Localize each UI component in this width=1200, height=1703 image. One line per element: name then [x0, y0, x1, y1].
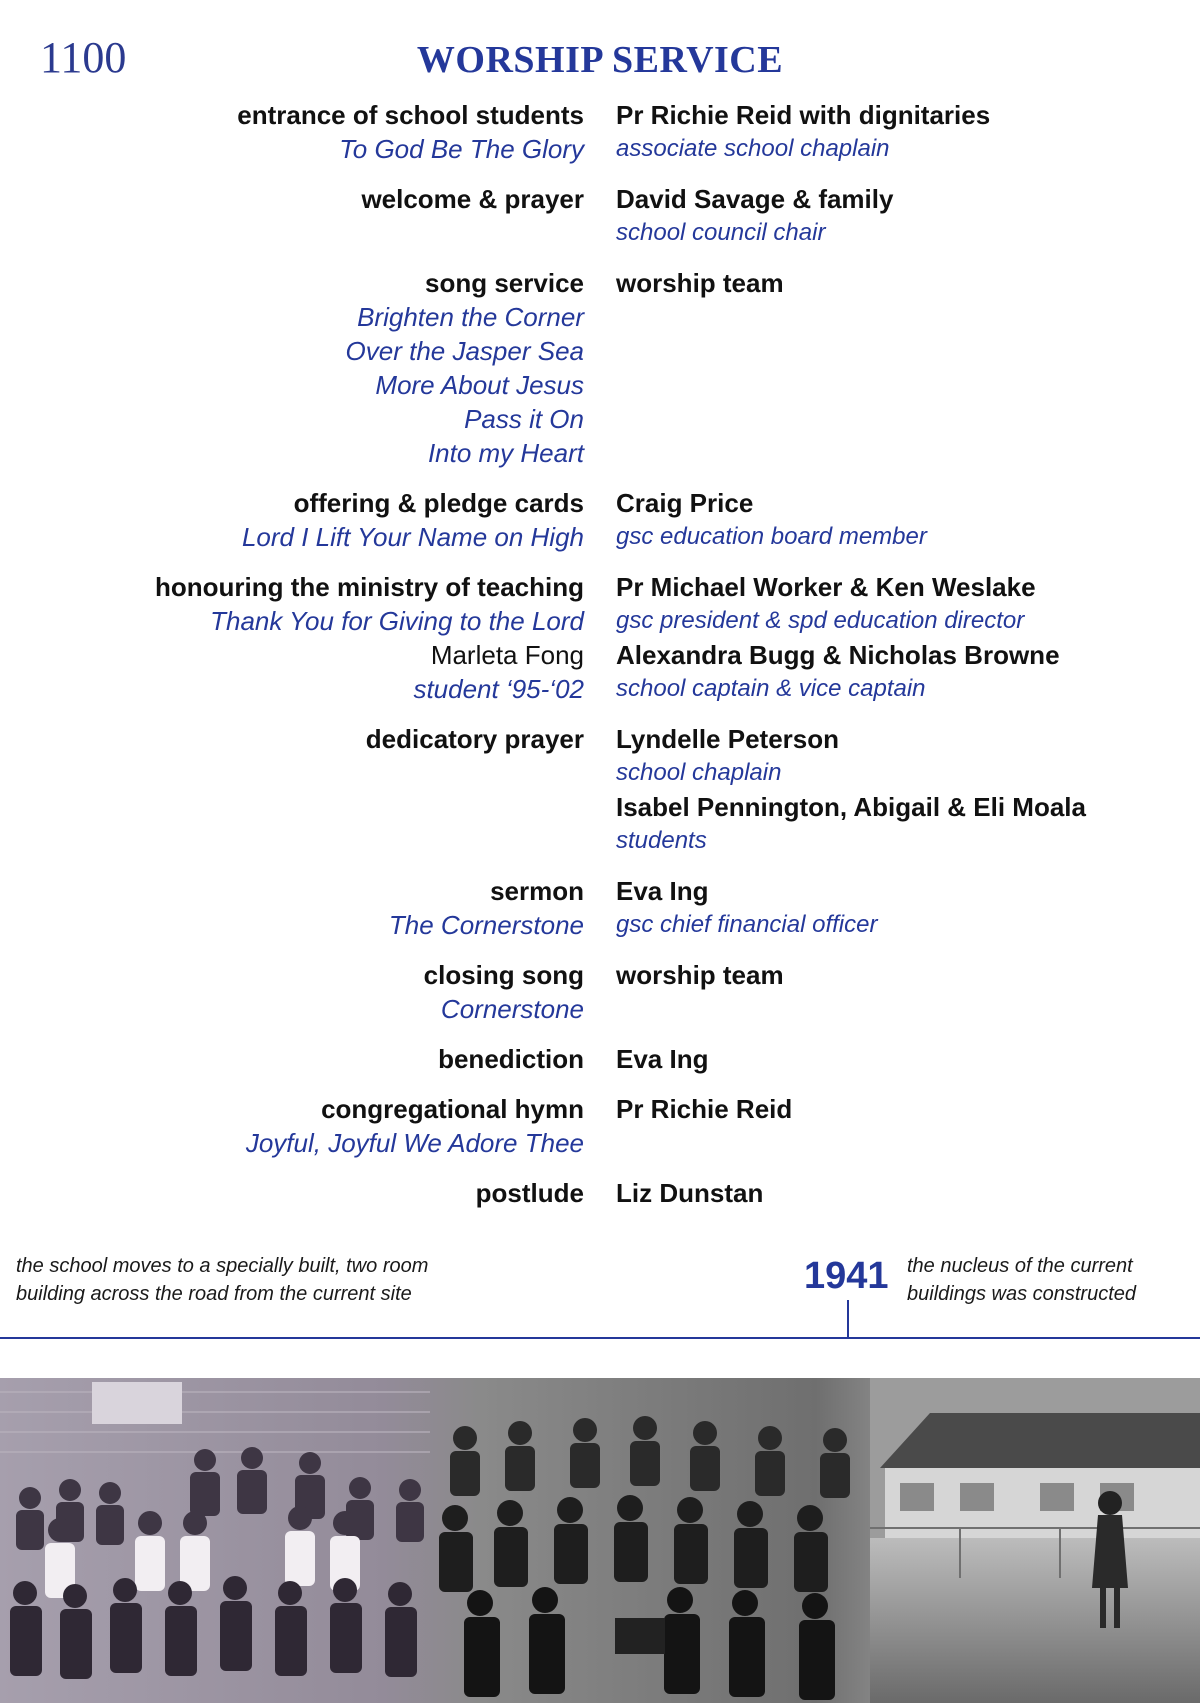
- program-participant-line: students: [616, 827, 707, 854]
- program-part-line: Brighten the Corner: [357, 302, 584, 332]
- program-item: [0, 874, 1200, 942]
- program-part-line: benediction: [438, 1044, 584, 1074]
- program-item: [0, 266, 1200, 470]
- program-item-part: [0, 722, 584, 858]
- program-participant-line: Liz Dunstan: [616, 1178, 764, 1208]
- program-part-line: The Cornerstone: [388, 910, 584, 940]
- program-participant-line: Alexandra Bugg & Nicholas Browne: [616, 640, 1060, 670]
- program-part-line: welcome & prayer: [361, 184, 584, 214]
- program-item-part: [0, 570, 584, 706]
- program-item-participant: [616, 182, 1176, 250]
- program-item-part: [0, 1176, 584, 1210]
- program-participant-line: Eva Ing: [616, 876, 709, 906]
- program-part-line: sermon: [490, 876, 584, 906]
- program-item-part: [0, 1042, 584, 1076]
- program-participant-line: Lyndelle Peterson: [616, 724, 839, 754]
- program-item-participant: [616, 486, 1176, 554]
- program-part-line: Cornerstone: [440, 994, 584, 1024]
- historic-photo-collage: [0, 1378, 1200, 1703]
- program-item: [0, 1176, 1200, 1210]
- program-participant-line: school chaplain: [616, 759, 782, 786]
- program-participant-line: gsc chief financial officer: [616, 911, 878, 938]
- page-number: 1100: [40, 33, 127, 82]
- program-item-participant: [616, 874, 1176, 942]
- program-part-line: Pass it On: [464, 404, 584, 434]
- program-participant-line: Pr Richie Reid with dignitaries: [616, 100, 991, 130]
- program-item-part: [0, 266, 584, 470]
- program-item-part: [0, 98, 584, 166]
- program-part-line: More About Jesus: [375, 370, 584, 400]
- program-item-participant: [616, 1042, 1176, 1076]
- program-participant-line: Isabel Pennington, Abigail & Eli Moala: [616, 792, 1086, 822]
- program-item-part: [0, 1092, 584, 1160]
- program-participant-line: Craig Price: [616, 488, 754, 518]
- program-participant-line: gsc president & spd education director: [616, 607, 1025, 634]
- program-item: [0, 98, 1200, 166]
- program-participant-line: school captain & vice captain: [616, 675, 926, 702]
- program-part-line: student ‘95-‘02: [413, 674, 584, 704]
- program-participant-line: worship team: [616, 268, 784, 298]
- program-part-line: offering & pledge cards: [293, 488, 584, 518]
- program-item-part: [0, 182, 584, 250]
- program-item: [0, 1042, 1200, 1076]
- program-participant-line: Pr Michael Worker & Ken Weslake: [616, 572, 1036, 602]
- program-part-line: Over the Jasper Sea: [345, 336, 584, 366]
- program-item: [0, 486, 1200, 554]
- timeline-right-note: [907, 1252, 1136, 1308]
- program-list: [0, 98, 1200, 1226]
- program-item-participant: [616, 958, 1176, 1026]
- timeline-left-note: [16, 1252, 428, 1308]
- timeline-left-note-line: the school moves to a specially built, two room: [16, 1255, 429, 1277]
- program-participant-line: worship team: [616, 960, 784, 990]
- program-item: [0, 1092, 1200, 1160]
- program-item: [0, 570, 1200, 706]
- program-part-line: dedicatory prayer: [365, 724, 584, 754]
- program-item-participant: [616, 1176, 1176, 1210]
- program-participant-line: school council chair: [616, 219, 826, 246]
- historic-photo-strip: [0, 1378, 1200, 1703]
- program-part-line: Joyful, Joyful We Adore Thee: [245, 1128, 584, 1158]
- program-item: [0, 722, 1200, 858]
- timeline-rule: [0, 1337, 1200, 1339]
- program-item-participant: [616, 266, 1176, 470]
- program-participant-line: associate school chaplain: [616, 135, 890, 162]
- program-item-participant: [616, 1092, 1176, 1160]
- program-item: [0, 182, 1200, 250]
- program-item-participant: [616, 570, 1176, 706]
- program-part-line: To God Be The Glory: [339, 134, 584, 164]
- program-participant-line: David Savage & family: [616, 184, 894, 214]
- program-item-participant: [616, 98, 1176, 166]
- program-part-line: postlude: [475, 1178, 584, 1208]
- program-part-line: honouring the ministry of teaching: [155, 572, 584, 602]
- program-participant-line: gsc education board member: [616, 523, 927, 550]
- timeline-right-note-line: buildings was constructed: [907, 1283, 1137, 1305]
- timeline-tick: [847, 1300, 849, 1338]
- program-part-line: Into my Heart: [427, 438, 584, 468]
- program-item-part: [0, 874, 584, 942]
- program-item-part: [0, 958, 584, 1026]
- program-part-line: entrance of school students: [237, 100, 584, 130]
- program-item: [0, 958, 1200, 1026]
- program-participant-line: Eva Ing: [616, 1044, 709, 1074]
- program-participant-line: Pr Richie Reid: [616, 1094, 793, 1124]
- program-part-line: Lord I Lift Your Name on High: [241, 522, 584, 552]
- timeline-right-note-line: the nucleus of the current: [907, 1255, 1133, 1277]
- program-part-line: Thank You for Giving to the Lord: [210, 606, 584, 636]
- program-part-line: song service: [425, 268, 584, 298]
- program-part-line: Marleta Fong: [430, 640, 584, 670]
- program-item-part: [0, 486, 584, 554]
- timeline-year: 1941: [804, 1255, 889, 1297]
- program-part-line: closing song: [423, 960, 584, 990]
- program-part-line: congregational hymn: [321, 1094, 584, 1124]
- page-title: WORSHIP SERVICE: [416, 39, 784, 81]
- program-item-participant: [616, 722, 1176, 858]
- timeline-left-note-line: building across the road from the current site: [16, 1283, 412, 1305]
